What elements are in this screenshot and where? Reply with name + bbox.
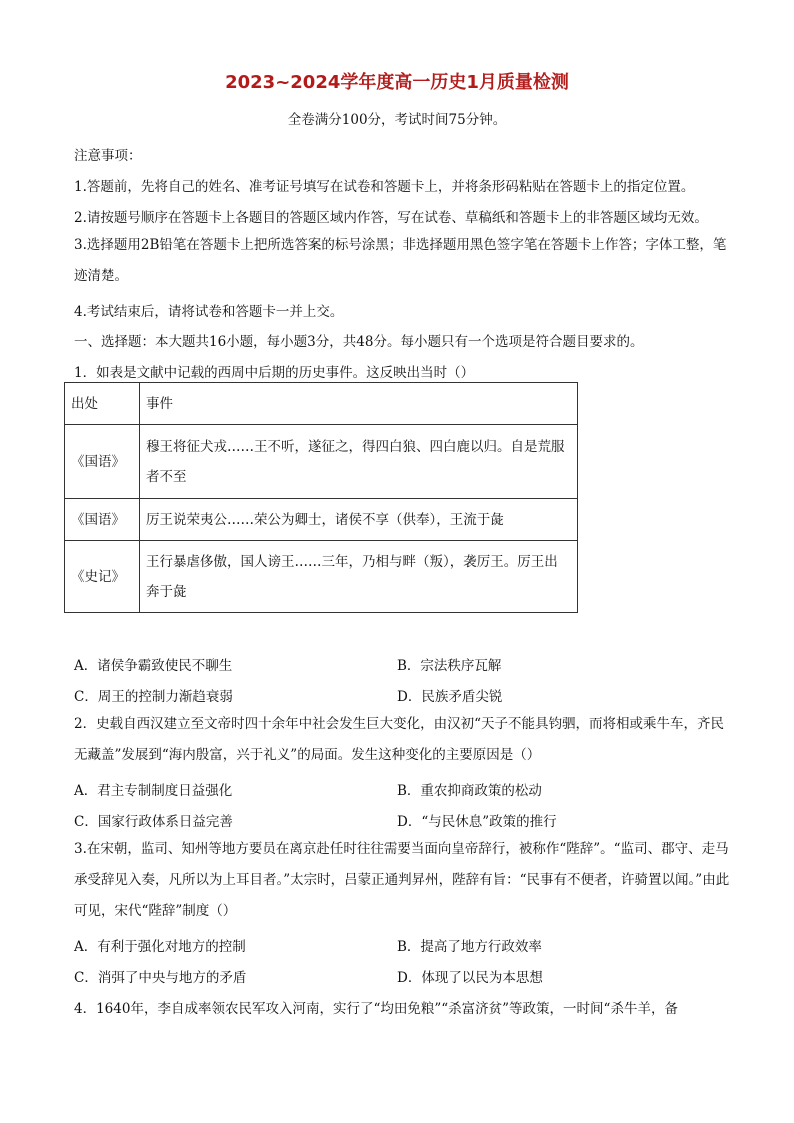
table-cell-event: 厉王说荣夷公……荣公为卿士，诸侯不享（供奉），王流于彘 xyxy=(140,499,578,541)
option-b: B．重农抑商政策的松动 xyxy=(397,783,542,799)
table-cell-event: 穆王将征犬戎……王不听，遂征之，得四白狼、四白鹿以归。自是荒服者不至 xyxy=(140,425,578,499)
table-row xyxy=(65,425,578,499)
option-a: A．有利于强化对地方的控制 xyxy=(74,939,246,955)
table-cell-source: 《国语》 xyxy=(65,499,140,541)
option-b: B．宗法秩序瓦解 xyxy=(397,658,502,674)
option-c: C．周王的控制力渐趋衰弱 xyxy=(74,689,233,705)
table-cell-source: 《史记》 xyxy=(65,541,140,613)
table-header-cell: 事件 xyxy=(140,383,578,425)
option-c: C．国家行政体系日益完善 xyxy=(74,814,233,830)
section-heading: 一、选择题：本大题共16小题，每小题3分，共48分。每小题只有一个选项是符合题目要求的。 xyxy=(74,334,644,350)
table-cell-event: 王行暴虐侈傲，国人谤王……三年，乃相与畔（叛），袭厉王。厉王出奔于彘 xyxy=(140,541,578,613)
question-stem-4: 4．1640年，李自成率领农民军攻入河南，实行了“均田免粮”“杀富济贫”等政策，一时间“杀牛羊，备 xyxy=(74,1001,678,1017)
table-row xyxy=(65,541,578,613)
table-cell-source: 《国语》 xyxy=(65,425,140,499)
table-header-row xyxy=(65,383,578,425)
note-item: 4.考试结束后，请将试卷和答题卡一并上交。 xyxy=(74,304,344,320)
option-b: B．提高了地方行政效率 xyxy=(397,939,542,955)
table-row xyxy=(65,499,578,541)
note-item: 3.选择题用2B铅笔在答题卡上把所选答案的标号涂黑；非选择题用黑色签字笔在答题卡上作答；字体工整，笔迹清楚。 xyxy=(74,237,727,284)
option-a: A．诸侯争霸致使民不聊生 xyxy=(74,658,233,674)
notes-heading: 注意事项： xyxy=(74,148,142,164)
exam-subtitle: 全卷满分100分，考试时间75分钟。 xyxy=(287,112,507,128)
option-c: C．消弭了中央与地方的矛盾 xyxy=(74,970,247,986)
option-a: A．君主专制制度日益强化 xyxy=(74,783,233,799)
option-d: D．民族矛盾尖锐 xyxy=(397,689,503,705)
question-stem-3: 3.在宋朝，监司、知州等地方要员在离京赴任时往往需要当面向皇帝辞行，被称作“陛辞”。“监司、郡守、走马承受辞见入奏，凡所以为上耳目者。”太宗时，吕蒙正通判昇州，陛辞有旨：“民事有不便者，许骑置以闻。”由此可见，宋代“陛辞”制度（） xyxy=(74,841,730,919)
table-header-cell: 出处 xyxy=(65,383,140,425)
exam-title: 2023~2024学年度高一历史1月质量检测 xyxy=(225,72,569,93)
events-table xyxy=(64,382,578,613)
option-d: D．“与民休息”政策的推行 xyxy=(397,814,557,830)
question-stem-2: 2．史载自西汉建立至文帝时四十余年中社会发生巨大变化，由汉初“天子不能具钧驷，而将相或乘牛车，齐民无藏盖”发展到“海内殷富，兴于礼义”的局面。发生这种变化的主要原因是（） xyxy=(74,716,724,763)
note-item: 2.请按题号顺序在答题卡上各题目的答题区域内作答，写在试卷、草稿纸和答题卡上的非答题区域均无效。 xyxy=(74,210,708,226)
option-d: D．体现了以民为本思想 xyxy=(397,970,543,986)
question-stem-1: 1．如表是文献中记载的西周中后期的历史事件。这反映出当时（） xyxy=(74,365,475,381)
note-item: 1.答题前，先将自己的姓名、准考证号填写在试卷和答题卡上，并将条形码粘贴在答题卡上的指定位置。 xyxy=(74,179,695,195)
